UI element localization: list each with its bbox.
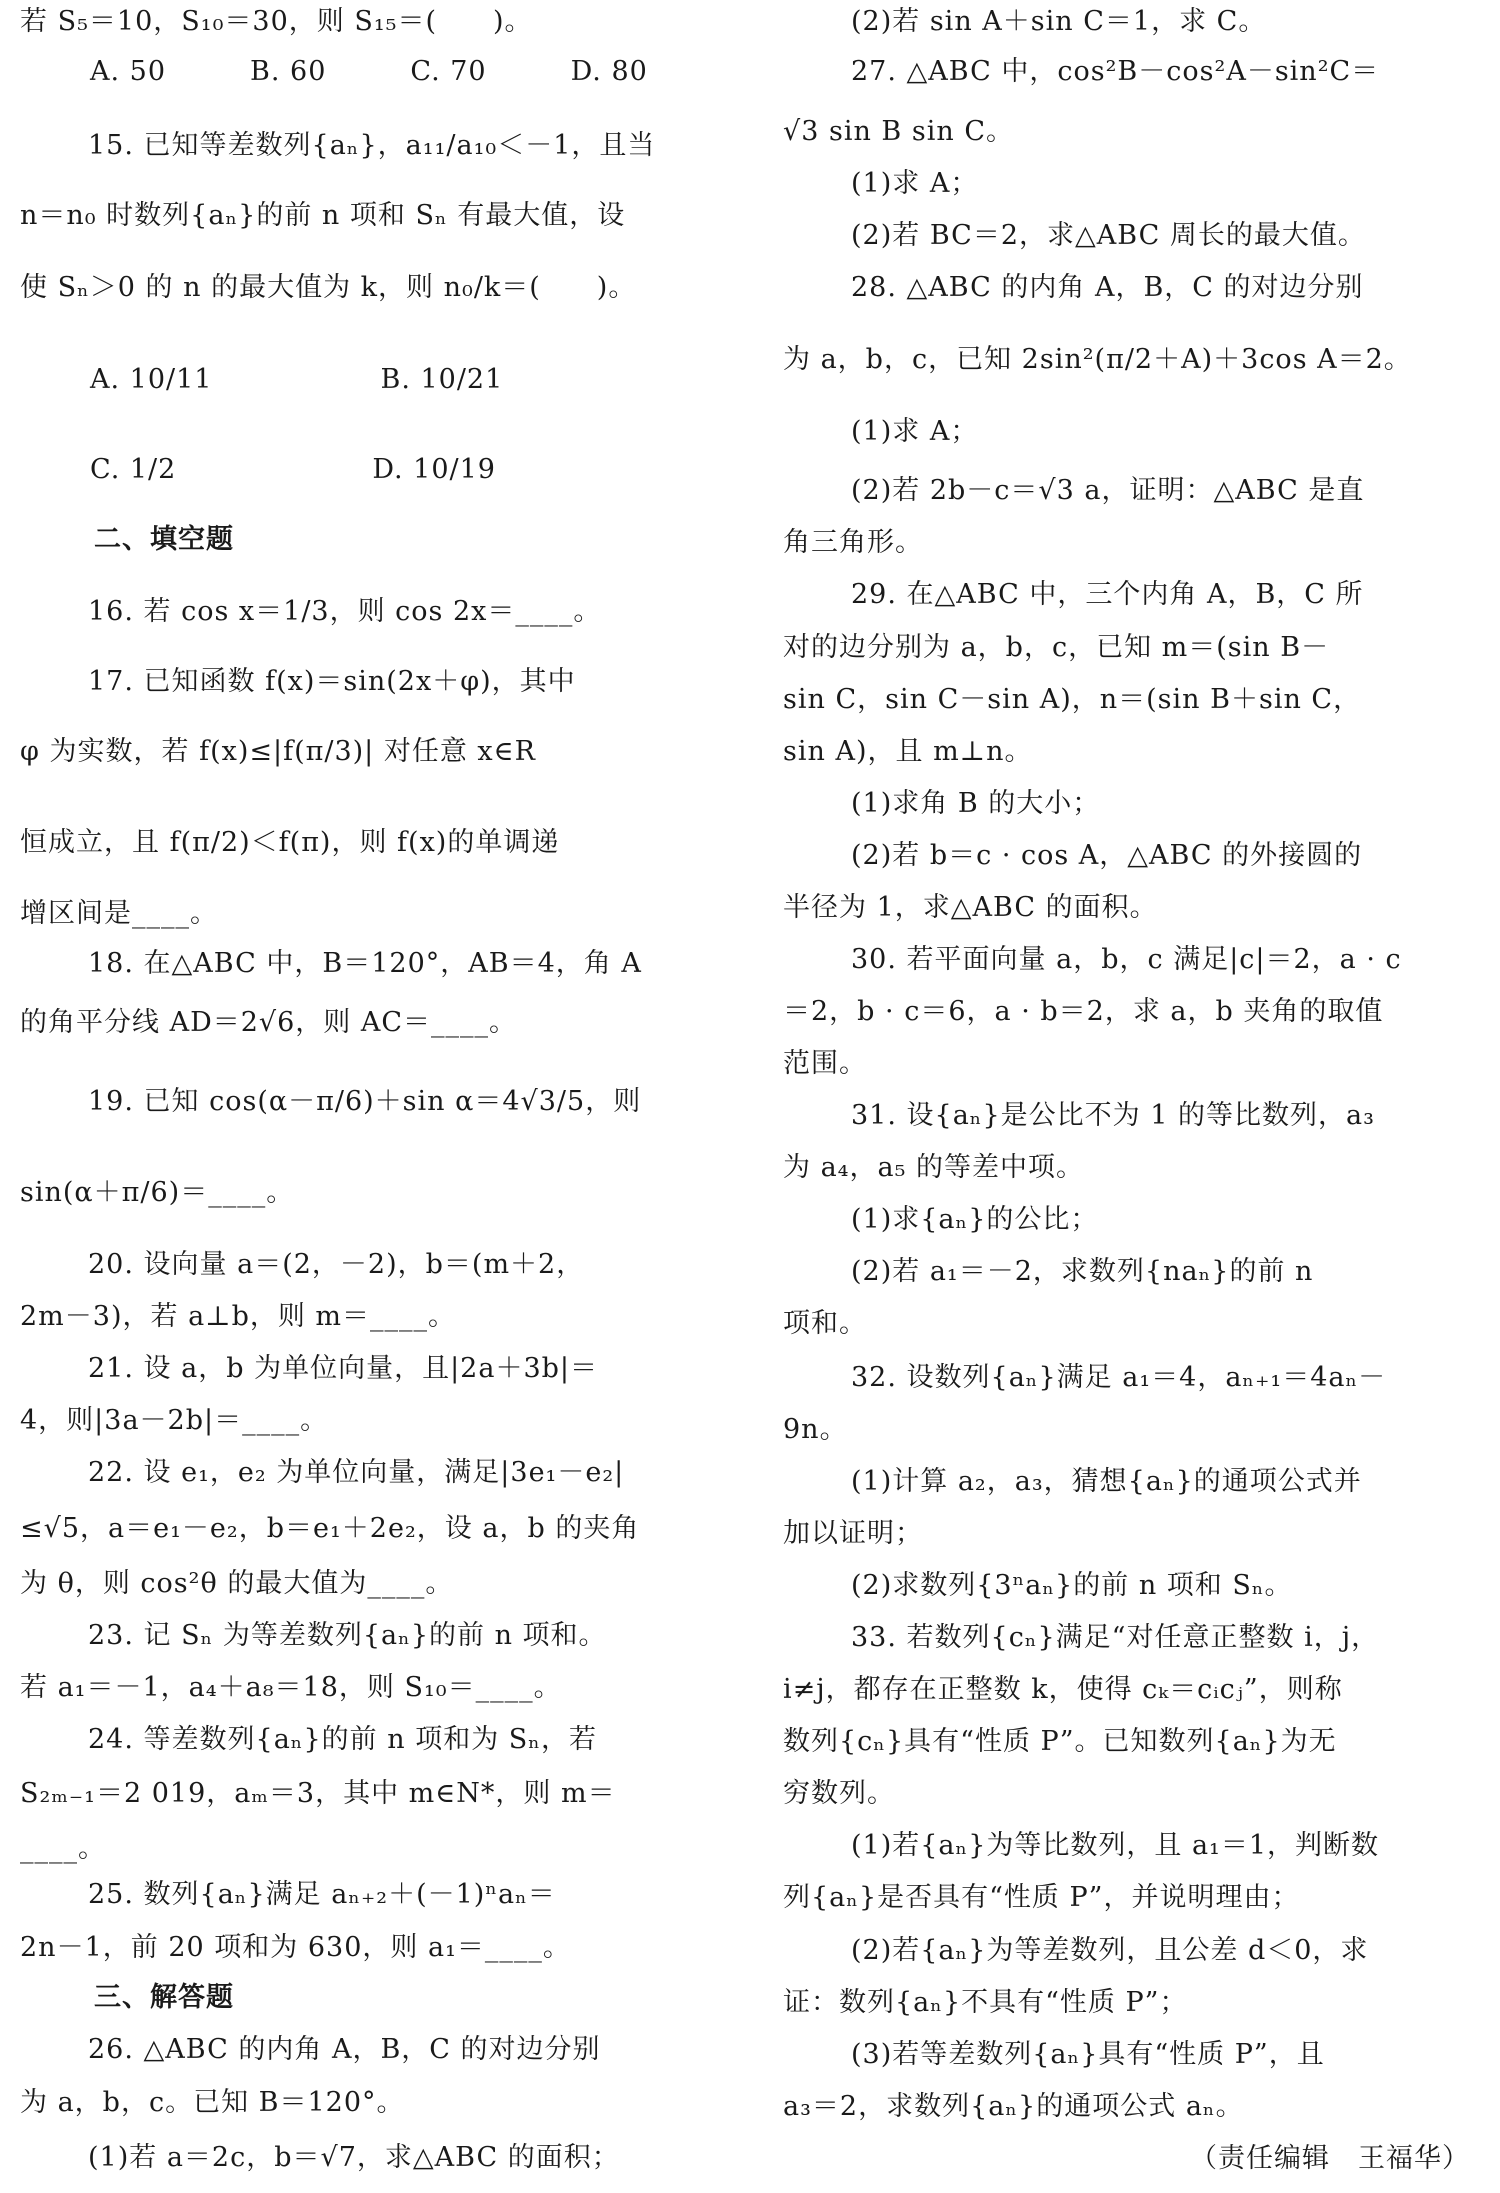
left-line: 2m－3)，若 a⊥b，则 m＝____。 [20, 1301, 457, 1333]
right-line: 范围。 [783, 1048, 867, 1080]
left-line: 16. 若 cos x＝1/3，则 cos 2x＝____。 [88, 595, 602, 627]
right-line: ＝2，b · c＝6，a · b＝2，求 a，b 夹角的取值 [783, 996, 1384, 1028]
right-line: (1)求 A； [851, 168, 979, 200]
right-line: √3 sin B sin C。 [783, 116, 1014, 148]
right-line: (3)若等差数列{aₙ}具有“性质 P”，且 [851, 2039, 1325, 2071]
left-line: 若 a₁＝－1，a₄＋a₈＝18，则 S₁₀＝____。 [20, 1672, 562, 1704]
right-line: 对的边分别为 a，b，c，已知 m＝(sin B－ [783, 632, 1330, 664]
left-line: 18. 在△ABC 中，B＝120°，AB＝4，角 A [88, 948, 642, 980]
right-line: 证：数列{aₙ}不具有“性质 P”； [783, 1987, 1188, 2019]
left-line: A. 50 B. 60 C. 70 D. 80 [90, 55, 648, 87]
right-line: 33. 若数列{cₙ}满足“对任意正整数 i，j， [851, 1621, 1380, 1653]
left-line: 19. 已知 cos(α－π/6)＋sin α＝4√3/5，则 [88, 1086, 642, 1118]
left-line: n＝n₀ 时数列{aₙ}的前 n 项和 Sₙ 有最大值，设 [20, 200, 626, 232]
right-line: (2)求数列{3ⁿaₙ}的前 n 项和 Sₙ。 [851, 1569, 1293, 1601]
right-line: 为 a，b，c，已知 2sin²(π/2＋A)＋3cos A＝2。 [783, 343, 1412, 375]
left-line: 20. 设向量 a＝(2，－2)，b＝(m＋2， [88, 1249, 585, 1281]
left-line: 二、填空题 [94, 523, 234, 555]
right-line: (2)若{aₙ}为等差数列，且公差 d＜0，求 [851, 1935, 1369, 1967]
left-line: 若 S₅＝10，S₁₀＝30，则 S₁₅＝( )。 [20, 6, 533, 38]
right-line: 穷数列。 [783, 1777, 895, 1809]
right-line: (1)求{aₙ}的公比； [851, 1204, 1099, 1236]
right-line: 30. 若平面向量 a，b，c 满足|c|＝2，a · c [851, 944, 1402, 976]
left-line: 使 Sₙ＞0 的 n 的最大值为 k，则 n₀/k＝( )。 [20, 272, 637, 304]
right-line: (2)若 sin A＋sin C＝1，求 C。 [851, 6, 1267, 38]
left-line: 21. 设 a，b 为单位向量，且|2a＋3b|＝ [88, 1353, 598, 1385]
left-line: 恒成立，且 f(π/2)＜f(π)，则 f(x)的单调递 [20, 827, 560, 859]
left-line: φ 为实数，若 f(x)≤|f(π/3)| 对任意 x∈R [20, 736, 536, 768]
right-line: 列{aₙ}是否具有“性质 P”，并说明理由； [783, 1881, 1300, 1913]
left-line: S₂ₘ₋₁＝2 019，aₘ＝3，其中 m∈N*，则 m＝ [20, 1777, 616, 1809]
right-line: 9n。 [783, 1413, 848, 1445]
left-line: 2n－1，前 20 项和为 630，则 a₁＝____。 [20, 1932, 571, 1964]
right-line: 为 a₄，a₅ 的等差中项。 [783, 1152, 1085, 1184]
left-line: 为 θ，则 cos²θ 的最大值为____。 [20, 1568, 454, 1600]
right-line: 项和。 [783, 1308, 867, 1340]
right-line: (2)若 BC＝2，求△ABC 周长的最大值。 [851, 220, 1366, 252]
right-line: 29. 在△ABC 中，三个内角 A，B，C 所 [851, 578, 1364, 610]
right-line: (1)求 A； [851, 415, 979, 447]
right-line: (1)求角 B 的大小； [851, 788, 1101, 820]
left-line: 的角平分线 AD＝2√6，则 AC＝____。 [20, 1007, 518, 1039]
left-line: 为 a，b，c。已知 B＝120°。 [20, 2087, 405, 2119]
right-line: 31. 设{aₙ}是公比不为 1 的等比数列，a₃ [851, 1100, 1375, 1132]
right-line: a₃＝2，求数列{aₙ}的通项公式 aₙ。 [783, 2091, 1244, 2123]
right-line: sin A)，且 m⊥n。 [783, 736, 1033, 768]
right-line: 数列{cₙ}具有“性质 P”。已知数列{aₙ}为无 [783, 1725, 1337, 1757]
left-line: ____。 [20, 1832, 106, 1864]
right-line: 角三角形。 [783, 526, 923, 558]
right-line: （责任编辑 王福华） [1190, 2143, 1470, 2175]
left-line: 17. 已知函数 f(x)＝sin(2x＋φ)，其中 [88, 665, 576, 697]
right-line: 加以证明； [783, 1517, 923, 1549]
right-line: 27. △ABC 中，cos²B－cos²A－sin²C＝ [851, 55, 1380, 87]
left-line: 增区间是____。 [20, 897, 218, 929]
right-line: (2)若 2b－c＝√3 a，证明：△ABC 是直 [851, 474, 1365, 506]
right-line: (1)若{aₙ}为等比数列，且 a₁＝1，判断数 [851, 1829, 1380, 1861]
right-line: (2)若 a₁＝－2，求数列{naₙ}的前 n [851, 1256, 1314, 1288]
right-line: sin C，sin C－sin A)，n＝(sin B＋sin C， [783, 684, 1362, 716]
left-line: 26. △ABC 的内角 A，B，C 的对边分别 [88, 2033, 601, 2065]
left-line: 4，则|3a－2b|＝____。 [20, 1405, 329, 1437]
left-line: 24. 等差数列{aₙ}的前 n 项和为 Sₙ，若 [88, 1724, 597, 1756]
left-line: 25. 数列{aₙ}满足 aₙ₊₂＋(－1)ⁿaₙ＝ [88, 1878, 556, 1910]
left-line: (1)若 a＝2c，b＝√7，求△ABC 的面积； [88, 2141, 620, 2173]
right-line: i≠j，都存在正整数 k，使得 cₖ＝cᵢcⱼ”，则称 [783, 1673, 1343, 1705]
left-line: ≤√5，a＝e₁－e₂，b＝e₁＋2e₂，设 a，b 的夹角 [20, 1513, 640, 1545]
right-line: (2)若 b＝c · cos A，△ABC 的外接圆的 [851, 840, 1363, 872]
right-line: 28. △ABC 的内角 A，B，C 的对边分别 [851, 272, 1364, 304]
left-line: 23. 记 Sₙ 为等差数列{aₙ}的前 n 项和。 [88, 1620, 607, 1652]
left-line: C. 1/2 D. 10/19 [90, 453, 496, 485]
left-line: 15. 已知等差数列{aₙ}，a₁₁/a₁₀＜－1，且当 [88, 130, 656, 162]
left-line: 三、解答题 [94, 1981, 234, 2013]
right-line: (1)计算 a₂，a₃，猜想{aₙ}的通项公式并 [851, 1465, 1362, 1497]
left-line: A. 10/11 B. 10/21 [90, 363, 504, 395]
left-line: 22. 设 e₁，e₂ 为单位向量，满足|3e₁－e₂| [88, 1457, 625, 1489]
right-line: 半径为 1，求△ABC 的面积。 [783, 892, 1158, 924]
right-line: 32. 设数列{aₙ}满足 a₁＝4，aₙ₊₁＝4aₙ－ [851, 1361, 1387, 1393]
left-line: sin(α＋π/6)＝____。 [20, 1177, 295, 1209]
